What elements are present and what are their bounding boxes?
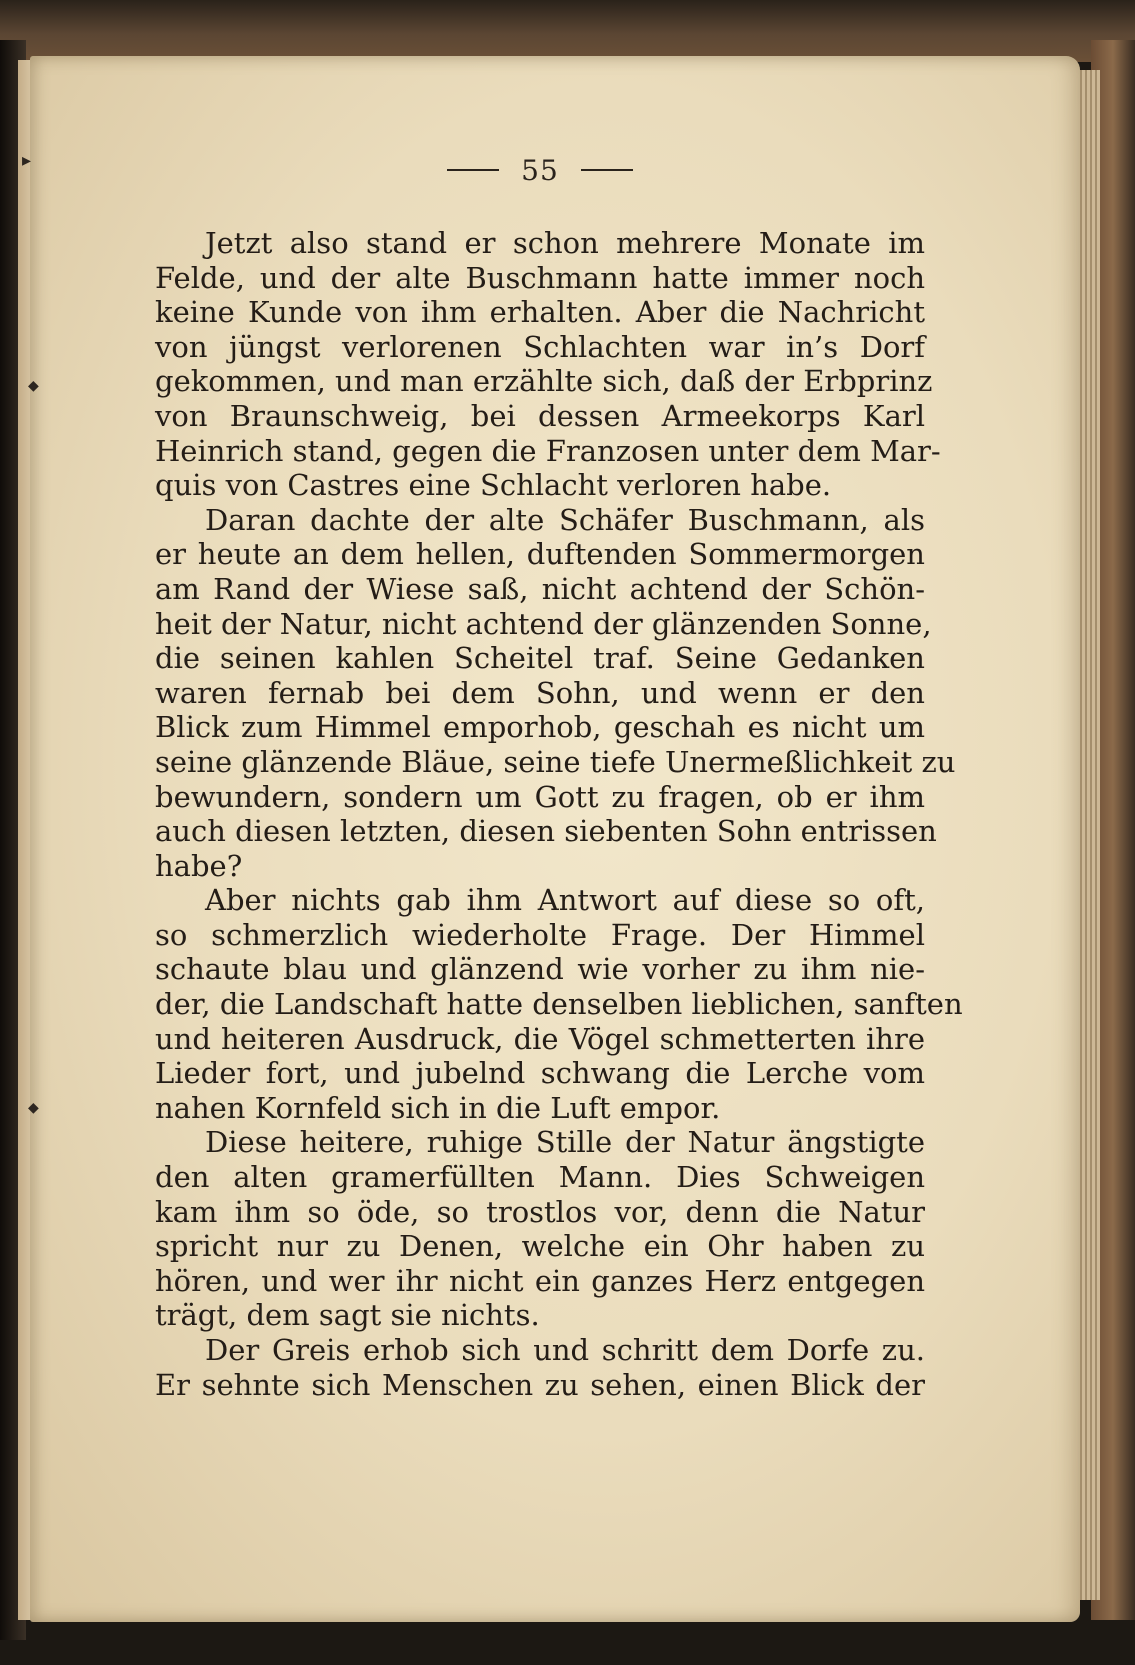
text-line: heit der Natur, nicht achtend der glänzenden Sonne, (155, 606, 932, 641)
text-line: kam ihm so öde, so trostlos vor, denn die Natur (155, 1194, 925, 1229)
text-line: spricht nur zu Denen, welche ein Ohr haben zu (155, 1229, 925, 1264)
text-line: Lieder fort, und jubelnd schwang die Lerche vom (155, 1056, 925, 1091)
text-line: Diese heitere, ruhige Stille der Natur ängstigte (205, 1125, 925, 1160)
text-line: auch diesen letzten, diesen siebenten Sohn entrissen (155, 814, 937, 849)
text-line: Jetzt also stand er schon mehrere Monate im (205, 226, 925, 260)
text-line: bewundern, sondern um Gott zu fragen, ob er ihm (155, 779, 925, 814)
text-line: hören, und wer ihr nicht ein ganzes Herz entgegen (155, 1263, 925, 1298)
text-line: den alten gramerfüllten Mann. Dies Schweigen (155, 1160, 925, 1195)
text-line: und heiteren Ausdruck, die Vögel schmetterten ihre (155, 1021, 925, 1056)
text-line: schaute blau und glänzend wie vorher zu ihm nie- (155, 952, 925, 987)
text-line: nahen Kornfeld sich in die Luft empor. (155, 1090, 721, 1125)
text-line: so schmerzlich wiederholte Frage. Der Himmel (155, 917, 925, 952)
text-line: er heute an dem hellen, duftenden Sommermorgen (155, 537, 925, 572)
text-line: gekommen, und man erzählte sich, daß der Erbprinz (155, 364, 933, 399)
margin-mark: ▸ (22, 150, 32, 171)
text-line: keine Kunde von ihm erhalten. Aber die Nachricht (155, 295, 925, 330)
text-line: waren fernab bei dem Sohn, und wenn er den (155, 675, 925, 710)
margin-mark: ◆ (28, 1100, 39, 1116)
margin-mark: ◆ (28, 378, 39, 394)
text-line: von jüngst verlorenen Schlachten war in’s Dorf (155, 329, 925, 364)
text-line: trägt, dem sagt sie nichts. (155, 1298, 540, 1333)
header-rule-left (447, 169, 499, 171)
text-line: Aber nichts gab ihm Antwort auf diese so oft, (205, 883, 925, 918)
text-line: Daran dachte der alte Schäfer Buschmann, als (205, 502, 925, 537)
text-line: Blick zum Himmel emporhob, geschah es nicht um (155, 710, 925, 745)
text-line: Der Greis erhob sich und schritt dem Dorfe zu. (205, 1333, 925, 1367)
text-line: Heinrich stand, gegen die Franzosen unter dem Mar- (155, 433, 941, 468)
page-number: 55 (521, 153, 559, 187)
text-line: die seinen kahlen Scheitel traf. Seine Gedanken (155, 641, 925, 676)
text-line: Er sehnte sich Menschen zu sehen, einen Blick der (155, 1367, 925, 1402)
text-line: seine glänzende Bläue, seine tiefe Unermeßlichkeit zu (155, 744, 956, 779)
text-line: habe? (155, 848, 243, 883)
text-line: am Rand der Wiese saß, nicht achtend der Schön- (155, 571, 925, 606)
text-line: Felde, und der alte Buschmann hatte immer noch (155, 260, 925, 295)
text-line: der, die Landschaft hatte denselben lieblichen, sanften (155, 987, 963, 1022)
text-line: quis von Castres eine Schlacht verloren habe. (155, 468, 832, 503)
header-rule-right (581, 169, 633, 171)
body-text (155, 226, 963, 1402)
book-cover-top-edge (0, 0, 1135, 62)
text-line: von Braunschweig, bei dessen Armeekorps Karl (155, 398, 925, 433)
page-header (430, 150, 650, 190)
